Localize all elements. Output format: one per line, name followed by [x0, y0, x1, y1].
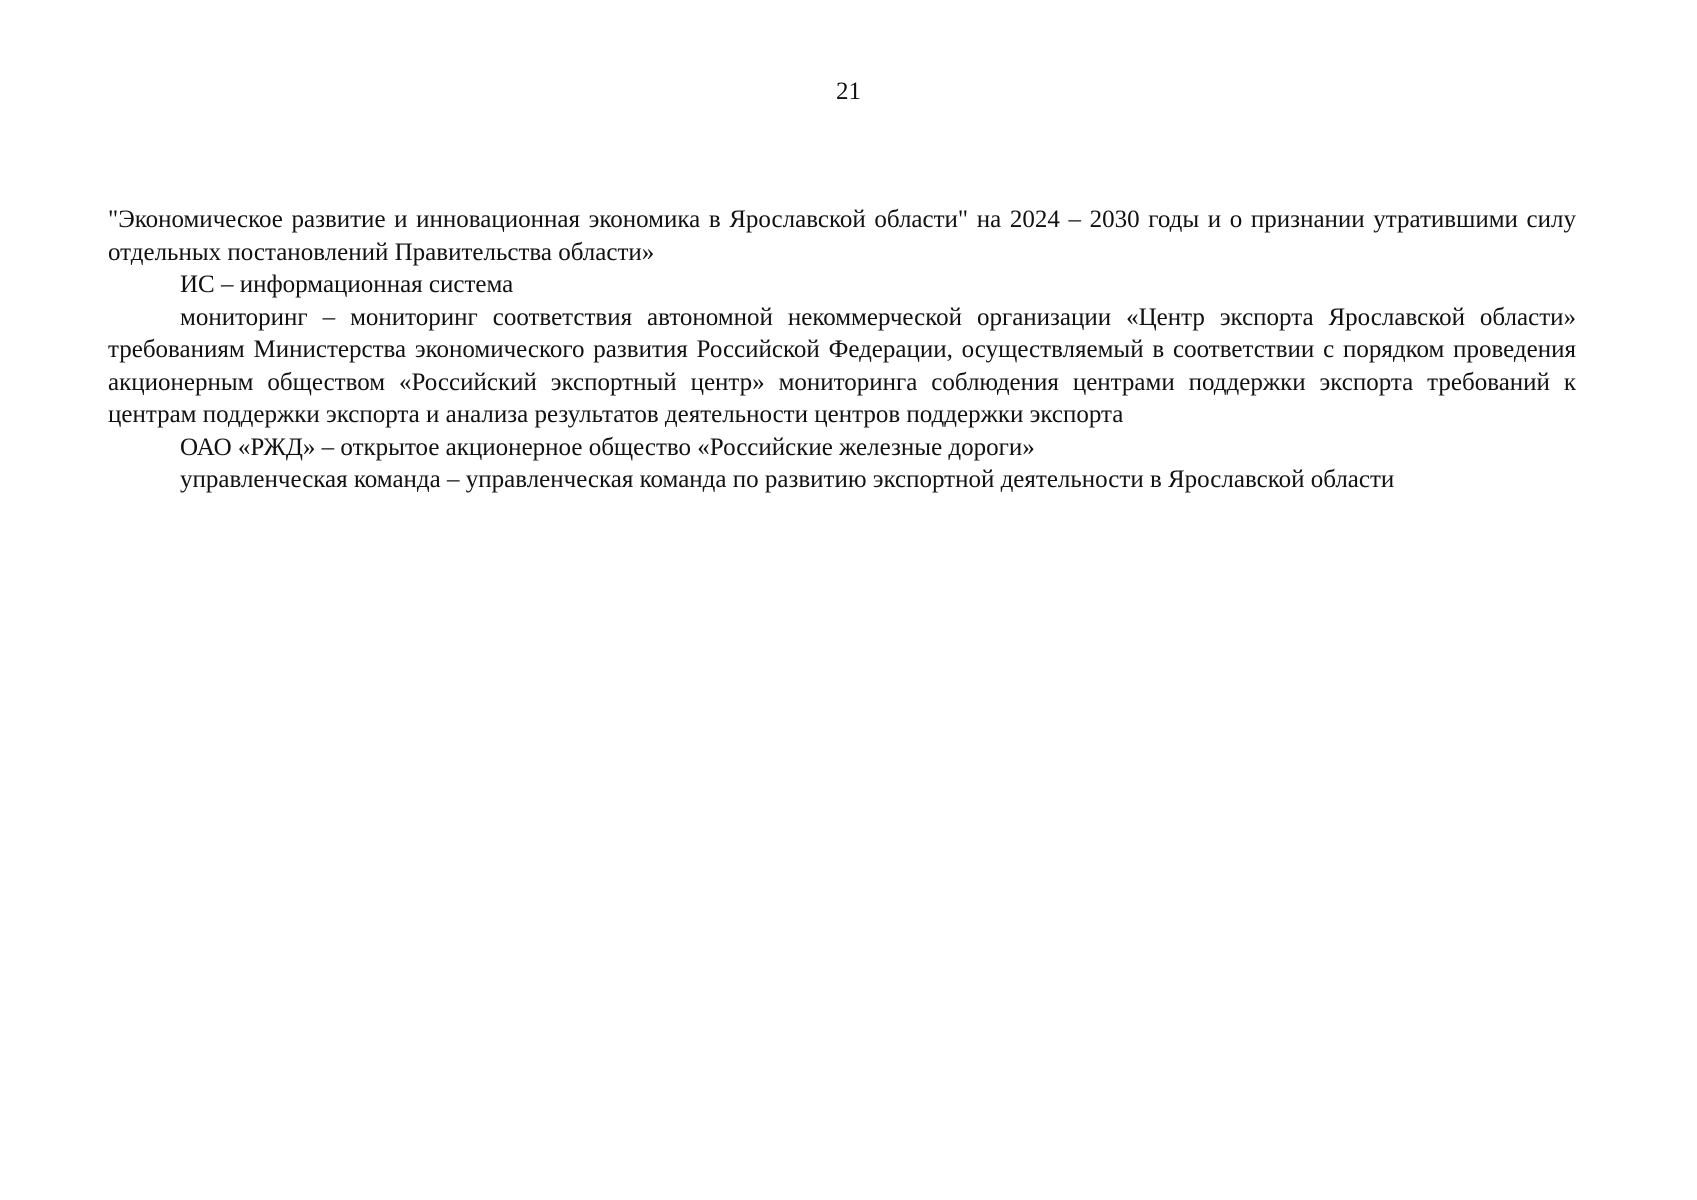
definition-oao-rzd: ОАО «РЖД» – открытое акционерное общество «Российские железные дороги»: [180, 433, 1035, 461]
definition-management-team: управленческая команда – управленческая команда по развитию экспортной деятельности в Ярославской области: [180, 466, 1395, 493]
page-number: 21: [836, 78, 861, 105]
document-body: [108, 204, 1576, 497]
paragraph-program-title: "Экономическое развитие и инновационная экономика в Ярославской области" на 2024 – 2030 годы и о признании утратившими силу отдельных постановлений Правительства области»: [108, 206, 1576, 266]
definition-monitoring: мониторинг – мониторинг соответствия автономной некоммерческой организации «Центр экспорта Ярославской области» требованиям Министерства экономического развития Российской Федерации, осуществляемый в соответствии с порядком проведения акционерным обществом «Российский экспортный центр» мониторинга соблюдения центрами поддержки экспорта требований к центрам поддержки экспорта и анализа результатов деятельности центров поддержки экспорта: [108, 303, 1576, 428]
definition-is: ИС – информационная система: [180, 271, 514, 298]
